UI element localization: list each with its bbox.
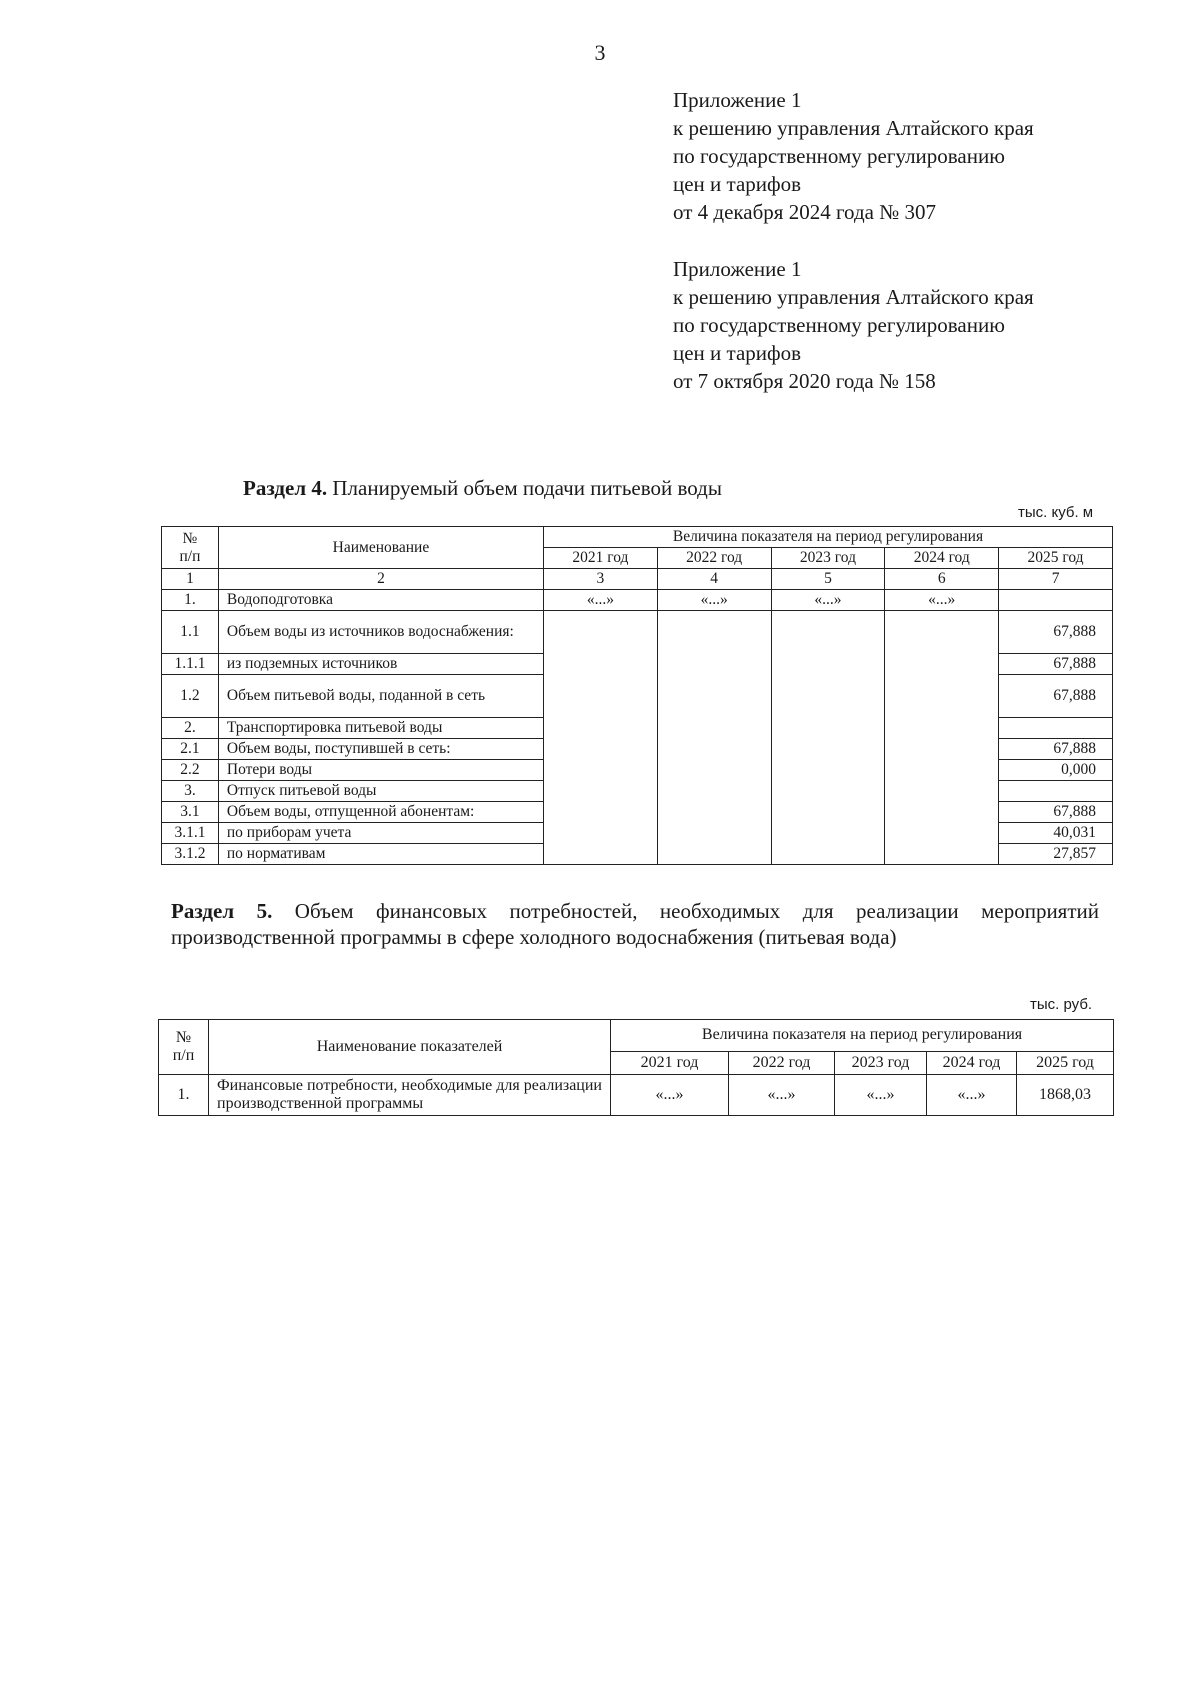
row-name: Водоподготовка xyxy=(218,590,543,611)
row-num: 3.1.1 xyxy=(162,823,219,844)
col-number: 3 xyxy=(544,569,658,590)
row-name: Объем питьевой воды, поданной в сеть xyxy=(218,675,543,718)
header-year: 2021 год xyxy=(544,548,658,569)
row-value-2025: 27,857 xyxy=(999,844,1113,865)
header-year: 2022 год xyxy=(657,548,771,569)
row-name: Транспортировка питьевой воды xyxy=(218,718,543,739)
appendix-line: от 4 декабря 2024 года № 307 xyxy=(673,200,936,224)
table-row xyxy=(159,1075,1114,1116)
appendix-original-block xyxy=(673,255,1133,395)
row-value-2025: 67,888 xyxy=(999,611,1113,654)
section5-title-bold: Раздел 5. xyxy=(171,899,273,923)
appendix-line: к решению управления Алтайского края xyxy=(673,285,1034,309)
header-period: Величина показателя на период регулирования xyxy=(544,527,1113,548)
row-num: 3. xyxy=(162,781,219,802)
col-number: 6 xyxy=(885,569,999,590)
header-year: 2024 год xyxy=(885,548,999,569)
row-num: 1.2 xyxy=(162,675,219,718)
row-value-2024: «...» xyxy=(927,1075,1017,1116)
row-name: Финансовые потребности, необходимые для реализации производственной программы xyxy=(209,1075,611,1116)
table-row xyxy=(162,611,1113,654)
row-num: 2.1 xyxy=(162,739,219,760)
row-num: 3.1 xyxy=(162,802,219,823)
row-value-2025 xyxy=(999,718,1113,739)
row-value-2024: «...» xyxy=(885,590,999,611)
header-year: 2022 год xyxy=(729,1051,835,1074)
section5-unit: тыс. руб. xyxy=(1030,996,1093,1013)
table-row xyxy=(162,590,1113,611)
row-num: 1. xyxy=(159,1075,209,1116)
header-year: 2021 год xyxy=(611,1051,729,1074)
row-num: 1.1.1 xyxy=(162,654,219,675)
col-number: 1 xyxy=(162,569,219,590)
appendix-line: Приложение 1 xyxy=(673,88,802,112)
col-number: 4 xyxy=(657,569,771,590)
section4-title xyxy=(243,476,722,501)
row-value-2025 xyxy=(999,781,1113,802)
row-value-2025: 67,888 xyxy=(999,675,1113,718)
row-name: по приборам учета xyxy=(218,823,543,844)
row-name: из подземных источников xyxy=(218,654,543,675)
row-value-2025: 67,888 xyxy=(999,802,1113,823)
header-year: 2025 год xyxy=(999,548,1113,569)
header-year: 2025 год xyxy=(1017,1051,1114,1074)
section4-title-bold: Раздел 4. xyxy=(243,476,328,500)
header-num: № п/п xyxy=(162,527,219,569)
row-num: 1.1 xyxy=(162,611,219,654)
row-value-2025: 1868,03 xyxy=(1017,1075,1114,1116)
empty-merged-cell xyxy=(657,611,771,865)
row-name: Объем воды, отпущенной абонентам: xyxy=(218,802,543,823)
page-number: 3 xyxy=(594,40,606,65)
appendix-current-block xyxy=(673,86,1133,226)
row-value-2023: «...» xyxy=(771,590,885,611)
appendix-line: от 7 октября 2020 года № 158 xyxy=(673,369,936,393)
empty-merged-cell xyxy=(544,611,658,865)
row-value-2023: «...» xyxy=(835,1075,927,1116)
appendix-line: по государственному регулированию xyxy=(673,144,1005,168)
header-name: Наименование показателей xyxy=(209,1020,611,1075)
row-value-2025: 67,888 xyxy=(999,739,1113,760)
header-year: 2023 год xyxy=(771,548,885,569)
row-name: Отпуск питьевой воды xyxy=(218,781,543,802)
row-value-2021: «...» xyxy=(544,590,658,611)
col-number: 5 xyxy=(771,569,885,590)
appendix-line: цен и тарифов xyxy=(673,172,802,196)
row-num: 2. xyxy=(162,718,219,739)
empty-merged-cell xyxy=(771,611,885,865)
appendix-line: по государственному регулированию xyxy=(673,313,1005,337)
header-period: Величина показателя на период регулирования xyxy=(611,1020,1114,1052)
section4-unit: тыс. куб. м xyxy=(1018,504,1094,521)
empty-merged-cell xyxy=(885,611,999,865)
row-num: 1. xyxy=(162,590,219,611)
header-year: 2023 год xyxy=(835,1051,927,1074)
section4-title-text: Планируемый объем подачи питьевой воды xyxy=(327,476,722,500)
row-num: 3.1.2 xyxy=(162,844,219,865)
col-number: 2 xyxy=(218,569,543,590)
appendix-line: цен и тарифов xyxy=(673,341,802,365)
appendix-line: Приложение 1 xyxy=(673,257,802,281)
section4-table xyxy=(161,526,1113,865)
header-num: № п/п xyxy=(159,1020,209,1075)
row-value-2025: 67,888 xyxy=(999,654,1113,675)
row-value-2022: «...» xyxy=(657,590,771,611)
header-year: 2024 год xyxy=(927,1051,1017,1074)
row-name: Потери воды xyxy=(218,760,543,781)
col-number: 7 xyxy=(999,569,1113,590)
row-name: Объем воды из источников водоснабжения: xyxy=(218,611,543,654)
row-num: 2.2 xyxy=(162,760,219,781)
appendix-line: к решению управления Алтайского края xyxy=(673,116,1034,140)
header-name: Наименование xyxy=(218,527,543,569)
section5-title xyxy=(171,898,1099,950)
row-value-2022: «...» xyxy=(729,1075,835,1116)
row-value-2025: 0,000 xyxy=(999,760,1113,781)
row-value-2025 xyxy=(999,590,1113,611)
row-value-2025: 40,031 xyxy=(999,823,1113,844)
section5-title-text: Объем финансовых потребностей, необходимых для реализации мероприятий производственной программы в сфере холодного водоснабжения (питьевая вода) xyxy=(171,899,1099,949)
row-name: по нормативам xyxy=(218,844,543,865)
row-value-2021: «...» xyxy=(611,1075,729,1116)
row-name: Объем воды, поступившей в сеть: xyxy=(218,739,543,760)
section5-table xyxy=(158,1019,1114,1116)
